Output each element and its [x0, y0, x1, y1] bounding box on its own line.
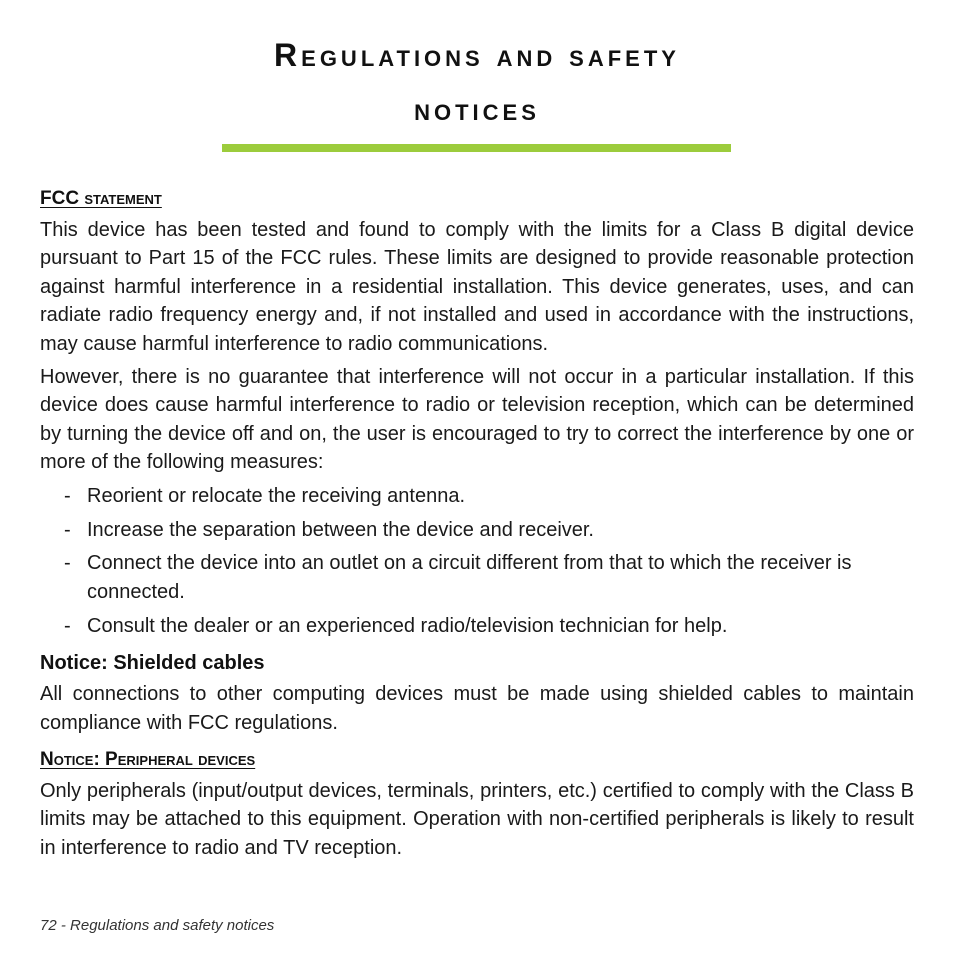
page-title [0, 28, 954, 136]
measure-text: Increase the separation between the device and receiver. [87, 518, 594, 541]
page-footer: 72 - Regulations and safety notices [40, 917, 275, 934]
shielded-cables-heading: Notice: Shielded cables [40, 652, 265, 675]
list-bullet: - [64, 552, 71, 575]
list-bullet: - [64, 518, 71, 541]
peripheral-devices-paragraph: Only peripherals (input/output devices, terminals, printers, etc.) certified to comply with the Class B limits may be attached to this equipment. Operation with non-certified peripherals is likely to result in interference to radio and TV reception. [40, 780, 914, 859]
list-item [40, 516, 914, 544]
list-item [40, 482, 914, 510]
page-title-line1: Regulations and safety [274, 37, 680, 73]
title-underline-rule [222, 144, 731, 152]
measure-text: Reorient or relocate the receiving antenna. [87, 484, 466, 507]
measure-text: Consult the dealer or an experienced radio/television technician for help. [87, 614, 728, 637]
shielded-cables-paragraph: All connections to other computing devices must be made using shielded cables to maintain compliance with FCC regulations. [40, 683, 914, 734]
main-content [40, 186, 914, 862]
list-bullet: - [64, 614, 71, 637]
measures-list [40, 482, 914, 641]
fcc-statement-heading: FCC statement [40, 188, 162, 209]
list-bullet: - [64, 484, 71, 507]
page-title-line2: notices [414, 91, 540, 127]
measure-text: Connect the device into an outlet on a circuit different from that to which the receiver is connected. [87, 552, 852, 603]
list-item [40, 612, 914, 640]
fcc-paragraph-1: This device has been tested and found to comply with the limits for a Class B digital device pursuant to Part 15 of the FCC rules. These limits are designed to provide reasonable protection against harmful interference in a residential installation. This device generates, uses, and can radiate radio frequency energy and, if not installed and used in accordance with the instructions, may cause harmful interference to radio communications. [40, 219, 914, 355]
list-item [40, 549, 914, 606]
peripheral-devices-heading: Notice: Peripheral devices [40, 749, 256, 770]
fcc-paragraph-2: However, there is no guarantee that interference will not occur in a particular installation. If this device does cause harmful interference to radio or television reception, which can be determined by turning the device off and on, the user is encouraged to try to correct the interference by one or more of the following measures: [40, 366, 914, 474]
